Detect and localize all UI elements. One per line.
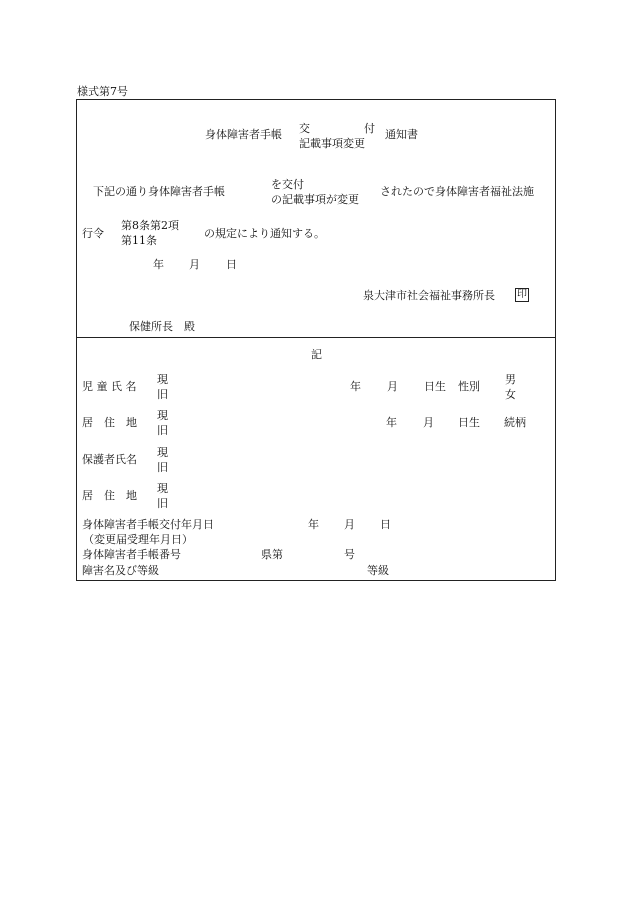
notification-form-box — [76, 99, 556, 581]
disability-label: 障害名及び等級 — [82, 564, 159, 577]
notice-date-month: 月 — [189, 258, 200, 271]
record-heading: 記 — [311, 348, 322, 361]
notice-title-option-issue-2: 付 — [364, 122, 375, 135]
guardian-birth-year: 年 — [386, 416, 397, 429]
gender-male-option: 男 — [505, 373, 516, 386]
child-address-old-marker: 旧 — [157, 424, 168, 437]
notice-date-day: 日 — [226, 258, 237, 271]
handbook-number-suffix: 号 — [344, 548, 355, 561]
issuer-name: 泉大津市社会福祉事務所長 — [363, 289, 495, 302]
seal-mark: 印 — [517, 289, 527, 300]
child-birth-year: 年 — [350, 380, 361, 393]
child-name-old-marker: 旧 — [157, 388, 168, 401]
form-number: 様式第7号 — [77, 85, 128, 98]
guardian-name-old-marker: 旧 — [157, 461, 168, 474]
notice-body2-trail: の規定により通知する。 — [204, 227, 325, 240]
notice-title-prefix: 身体障害者手帳 — [205, 128, 282, 141]
notice-title-option-issue-1: 交 — [299, 122, 310, 135]
child-address-current-marker: 現 — [157, 409, 168, 422]
guardian-address-label: 居 住 地 — [82, 489, 137, 502]
notice-body2-lead: 行令 — [82, 227, 104, 240]
guardian-address-old-marker: 旧 — [157, 497, 168, 510]
recipient: 保健所長 殿 — [129, 320, 195, 333]
issue-date-month: 月 — [344, 518, 355, 531]
handbook-number-prefecture: 県第 — [261, 548, 283, 561]
issue-date-sublabel: （変更届受理年月日） — [83, 533, 193, 546]
issue-date-day: 日 — [380, 518, 391, 531]
guardian-name-current-marker: 現 — [157, 446, 168, 459]
child-birth-month: 月 — [387, 380, 398, 393]
child-name-label: 児 童 氏 名 — [82, 380, 137, 393]
issue-date-year: 年 — [308, 518, 319, 531]
notice-body2-option-1: 第8条第2項 — [121, 219, 179, 232]
guardian-name-label: 保護者氏名 — [82, 453, 137, 466]
child-name-current-marker: 現 — [157, 373, 168, 386]
gender-label: 性別 — [458, 380, 480, 393]
handbook-number-label: 身体障害者手帳番号 — [82, 548, 181, 561]
notice-body-trail: されたので身体障害者福祉法施 — [380, 185, 534, 198]
disability-grade: 等級 — [367, 564, 389, 577]
section-divider — [76, 337, 556, 338]
notice-body-option-change: の記載事項が変更 — [271, 193, 359, 206]
notice-body-lead: 下記の通り身体障害者手帳 — [93, 185, 225, 198]
guardian-birth-day: 日生 — [458, 416, 480, 429]
notice-title-option-change: 記載事項変更 — [299, 137, 365, 150]
child-address-label: 居 住 地 — [82, 416, 137, 429]
gender-female-option: 女 — [505, 388, 516, 401]
notice-body2-option-2: 第11条 — [121, 234, 157, 247]
notice-title-suffix: 通知書 — [385, 128, 418, 141]
guardian-address-current-marker: 現 — [157, 482, 168, 495]
issue-date-label: 身体障害者手帳交付年月日 — [82, 518, 214, 531]
child-birth-day: 日生 — [424, 380, 446, 393]
guardian-birth-month: 月 — [423, 416, 434, 429]
notice-date-year: 年 — [153, 258, 164, 271]
notice-body-option-issue: を交付 — [271, 178, 304, 191]
relation-label: 続柄 — [504, 416, 526, 429]
